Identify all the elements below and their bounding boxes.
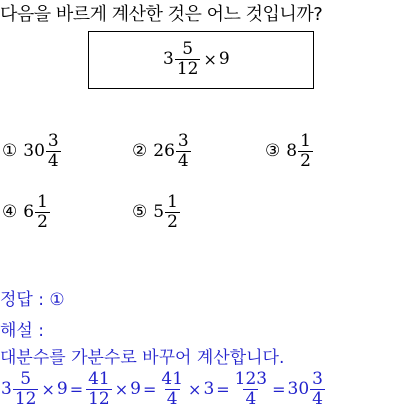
- step-e-whole: 30: [287, 379, 310, 399]
- step-c-fraction: [159, 371, 185, 408]
- step-a-whole: 3: [1, 379, 12, 399]
- option-marker: ③: [265, 141, 281, 161]
- explanation-label: 해설 :: [0, 321, 44, 341]
- option-denominator: 2: [37, 212, 48, 232]
- times-sign: ×: [41, 379, 55, 399]
- step-a-fraction: [13, 371, 39, 408]
- option-whole: 26: [153, 141, 175, 161]
- option-fraction: [46, 133, 61, 170]
- step-b-denominator: 12: [88, 389, 110, 409]
- option-numerator: 3: [47, 131, 59, 151]
- option-whole: 6: [23, 202, 35, 222]
- nine: 9: [56, 379, 68, 399]
- nine: 9: [130, 379, 141, 399]
- answer-line: [0, 285, 65, 310]
- problem-factor: 9: [218, 49, 230, 69]
- option-denominator: 2: [300, 151, 311, 171]
- option-fraction: [176, 133, 191, 170]
- option-marker: ②: [132, 141, 148, 161]
- step-d-numerator: 123: [234, 369, 268, 389]
- option-5[interactable]: [132, 194, 181, 231]
- option-marker: ⑤: [132, 202, 148, 222]
- option-numerator: 1: [37, 192, 48, 212]
- problem-fraction: [175, 41, 201, 78]
- question-text: 다음을 바르게 계산한 것은 어느 것입니까?: [0, 4, 323, 25]
- step-e-numerator: 3: [312, 369, 323, 389]
- step-c-numerator: 41: [161, 369, 184, 389]
- option-4[interactable]: [2, 194, 51, 231]
- option-marker: ④: [2, 202, 18, 222]
- times-sign: ×: [188, 379, 202, 399]
- option-whole: 5: [153, 202, 165, 222]
- problem-operator: ×: [203, 49, 217, 69]
- option-numerator: 1: [300, 131, 311, 151]
- option-numerator: 3: [177, 131, 189, 151]
- equals-sign: =: [216, 379, 230, 399]
- option-denominator: 4: [177, 151, 189, 171]
- option-fraction: [165, 194, 180, 231]
- step-c-denominator: 4: [166, 389, 178, 409]
- problem-denominator: 12: [176, 59, 199, 79]
- step-e-denominator: 4: [312, 389, 323, 409]
- problem-expression: [163, 41, 230, 78]
- step-d-fraction: [233, 371, 269, 408]
- option-1[interactable]: [2, 133, 62, 170]
- step-b-numerator: 41: [88, 369, 110, 389]
- answer-value: ①: [49, 290, 65, 310]
- answer-label: 정답 :: [0, 290, 44, 310]
- explanation-text: 대분수를 가분수로 바꾸어 계산합니다.: [0, 348, 285, 368]
- option-fraction: [298, 133, 313, 170]
- step-a-denominator: 12: [14, 389, 37, 409]
- option-2[interactable]: [132, 133, 192, 170]
- problem-numerator: 5: [182, 39, 194, 59]
- option-whole: 30: [23, 141, 45, 161]
- times-sign: ×: [114, 379, 129, 399]
- option-fraction: [35, 194, 50, 231]
- option-whole: 8: [286, 141, 298, 161]
- step-a-numerator: 5: [20, 369, 32, 389]
- step-d-denominator: 4: [245, 389, 257, 409]
- option-denominator: 2: [167, 212, 178, 232]
- three: 3: [203, 379, 215, 399]
- step-e-fraction: [310, 371, 325, 408]
- equals-sign: =: [272, 379, 286, 399]
- problem-whole: 3: [163, 49, 174, 69]
- equals-sign: =: [69, 379, 84, 399]
- option-marker: ①: [2, 141, 18, 161]
- option-3[interactable]: [265, 133, 314, 170]
- step-b-fraction: [86, 371, 112, 408]
- option-denominator: 4: [47, 151, 59, 171]
- option-numerator: 1: [167, 192, 178, 212]
- explanation-equation: [1, 371, 326, 408]
- equals-sign: =: [142, 379, 157, 399]
